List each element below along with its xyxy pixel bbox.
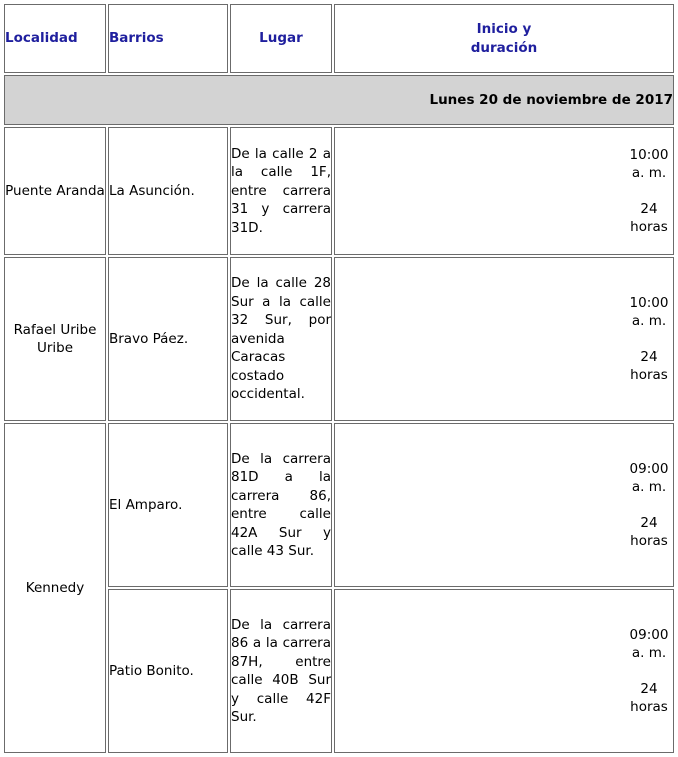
duracion-text: 24 horas xyxy=(630,680,668,715)
header-inicio-line1: Inicio y xyxy=(476,21,532,37)
barrio-cell: Patio Bonito. xyxy=(108,589,228,753)
barrio-cell: La Asunción. xyxy=(108,127,228,255)
localidad-cell: Puente Aranda xyxy=(4,127,106,255)
header-inicio-line2: duración xyxy=(470,39,538,56)
duracion-text: 24 horas xyxy=(630,514,668,549)
date-row xyxy=(4,75,674,125)
inicio-cell xyxy=(334,257,674,421)
inicio-cell xyxy=(334,423,674,587)
table-row xyxy=(4,127,674,255)
hora-text: 09:00 a. m. xyxy=(629,626,669,661)
duracion-text: 24 horas xyxy=(630,200,668,235)
lugar-cell: De la calle 28 Sur a la calle 32 Sur, por avenida Caracas costado occidental. xyxy=(230,257,332,421)
duracion-text: 24 horas xyxy=(630,348,668,383)
barrio-cell: El Amparo. xyxy=(108,423,228,587)
hora-text: 09:00 a. m. xyxy=(629,460,669,495)
header-barrios: Barrios xyxy=(108,4,228,73)
header-localidad: Localidad xyxy=(4,4,106,73)
lugar-cell: De la carrera 81D a la carrera 86, entre calle 42A Sur y calle 43 Sur. xyxy=(230,423,332,587)
date-heading: Lunes 20 de noviembre de 2017 xyxy=(4,75,674,125)
lugar-cell: De la carrera 86 a la carrera 87H, entre calle 40B Sur y calle 42F Sur. xyxy=(230,589,332,753)
inicio-cell xyxy=(334,127,674,255)
schedule-table xyxy=(2,2,676,755)
lugar-cell: De la calle 2 a la calle 1F, entre carrera 31 y carrera 31D. xyxy=(230,127,332,255)
barrio-cell: Bravo Páez. xyxy=(108,257,228,421)
table-row xyxy=(4,257,674,421)
hora-text: 10:00 a. m. xyxy=(629,146,669,181)
table-row xyxy=(4,423,674,587)
hora-text: 10:00 a. m. xyxy=(629,294,669,329)
localidad-cell: Kennedy xyxy=(4,423,106,753)
header-lugar: Lugar xyxy=(230,4,332,73)
localidad-cell: Rafael Uribe Uribe xyxy=(4,257,106,421)
inicio-cell xyxy=(334,589,674,753)
header-row xyxy=(4,4,674,73)
header-inicio-duracion xyxy=(334,4,674,73)
